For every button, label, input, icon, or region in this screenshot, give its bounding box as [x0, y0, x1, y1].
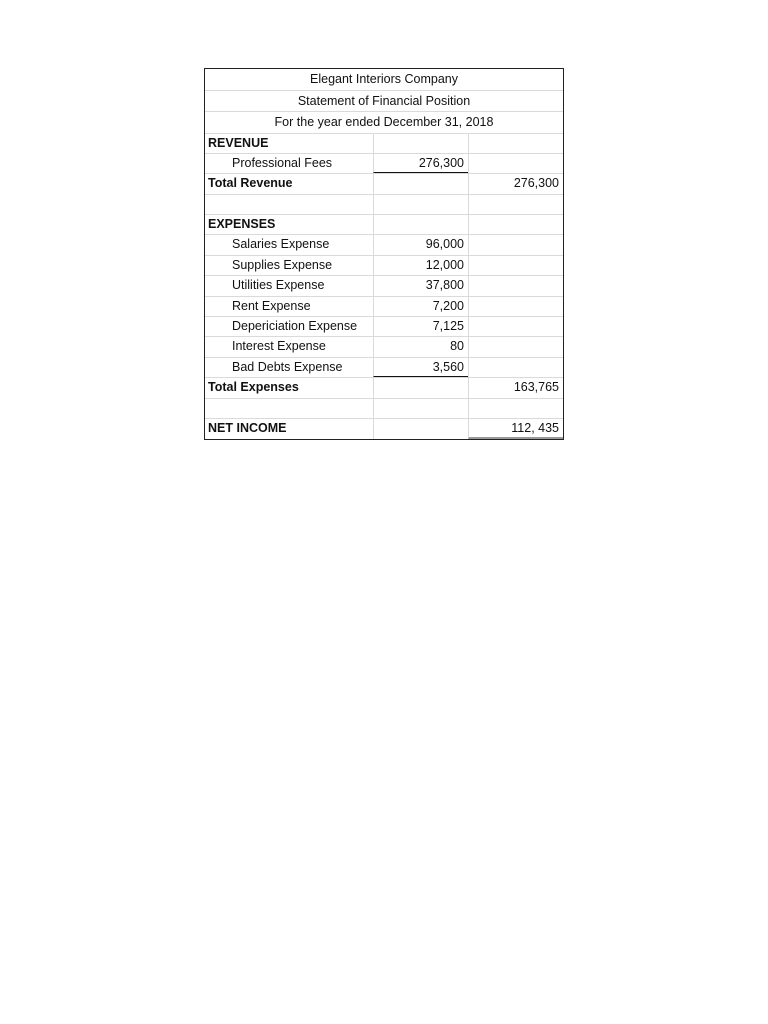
row-amount: 96,000	[373, 235, 468, 254]
row-label: NET INCOME	[208, 420, 287, 435]
row-total	[468, 256, 563, 275]
row-supplies-expense	[205, 256, 563, 276]
row-total	[468, 358, 563, 377]
statement-period: For the year ended December 31, 2018	[205, 112, 563, 134]
row-amount: 37,800	[373, 276, 468, 295]
row-total-revenue	[205, 174, 563, 194]
row-total-expenses	[205, 378, 563, 398]
row-label: Total Revenue	[208, 176, 293, 191]
row-label: Professional Fees	[232, 155, 333, 170]
row-total	[468, 195, 563, 214]
row-label: Bad Debts Expense	[232, 359, 343, 374]
row-utilities-expense	[205, 276, 563, 296]
row-total	[468, 215, 563, 234]
row-salaries-expense	[205, 235, 563, 255]
income-statement-table	[204, 68, 564, 440]
row-amount	[373, 174, 468, 193]
row-label: Total Expenses	[208, 380, 299, 395]
row-label: Utilities Expense	[232, 278, 325, 293]
net-income-value: 112, 435	[468, 419, 563, 439]
row-professional-fees	[205, 154, 563, 174]
row-interest-expense	[205, 337, 563, 357]
row-total	[468, 134, 563, 153]
row-amount: 7,200	[373, 297, 468, 316]
row-amount: 7,125	[373, 317, 468, 336]
row-label: REVENUE	[208, 135, 269, 150]
row-blank	[205, 399, 563, 419]
company-name: Elegant Interiors Company	[205, 69, 563, 91]
row-expenses-header	[205, 215, 563, 235]
row-bad-debts-expense	[205, 358, 563, 378]
row-amount: 80	[373, 337, 468, 356]
row-amount: 276,300	[373, 154, 468, 173]
row-label: EXPENSES	[208, 217, 276, 232]
row-net-income	[205, 419, 563, 439]
row-amount: 12,000	[373, 256, 468, 275]
row-total	[468, 399, 563, 418]
row-amount	[373, 134, 468, 153]
row-total	[468, 276, 563, 295]
row-total	[468, 317, 563, 336]
row-label: Interest Expense	[232, 339, 326, 354]
row-amount	[373, 419, 468, 439]
row-amount	[373, 215, 468, 234]
row-total	[468, 337, 563, 356]
row-label	[205, 399, 373, 418]
row-amount: 3,560	[373, 358, 468, 377]
row-total	[468, 154, 563, 173]
row-total	[468, 297, 563, 316]
row-total: 163,765	[468, 378, 563, 397]
row-amount	[373, 399, 468, 418]
row-amount	[373, 195, 468, 214]
row-amount	[373, 378, 468, 397]
row-label: Supplies Expense	[232, 257, 333, 272]
row-label: Salaries Expense	[232, 237, 330, 252]
row-label	[205, 195, 373, 214]
row-label: Depericiation Expense	[232, 319, 358, 334]
row-rent-expense	[205, 297, 563, 317]
row-label: Rent Expense	[232, 298, 311, 313]
row-blank	[205, 195, 563, 215]
row-depreciation-expense	[205, 317, 563, 337]
row-total	[468, 235, 563, 254]
statement-title: Statement of Financial Position	[205, 91, 563, 113]
row-total: 276,300	[468, 174, 563, 193]
row-revenue-header	[205, 134, 563, 154]
